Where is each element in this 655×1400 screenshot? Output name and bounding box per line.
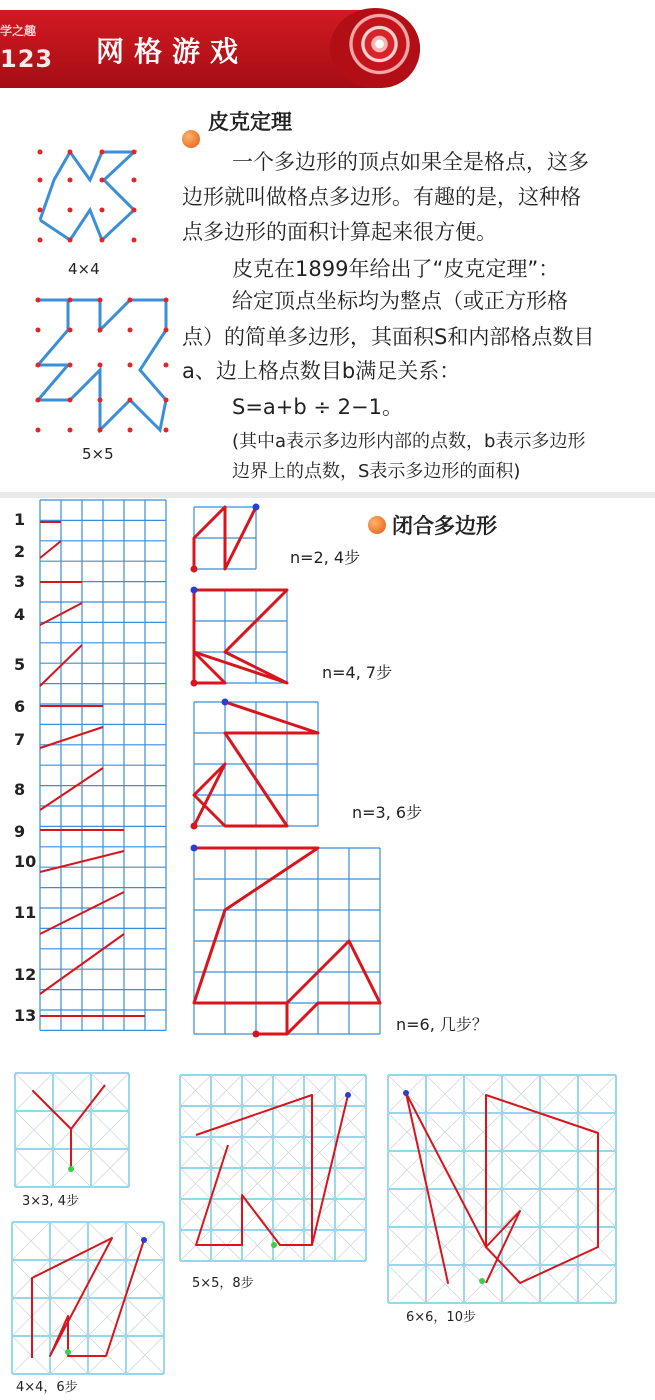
row-label: 7 [14, 730, 26, 749]
start-dot [68, 1166, 74, 1172]
start-dot [191, 845, 198, 852]
start-dot [191, 566, 198, 573]
caption-4x4-bottom: 4×4，6步 [16, 1380, 78, 1395]
grid-n6 [194, 848, 382, 1036]
start-dot [191, 587, 198, 594]
section-heading-pick: 皮克定理 [208, 110, 292, 134]
step-segment [40, 768, 103, 810]
end-dot [191, 823, 198, 830]
para3-line2: 点）的简单多边形，其面积S和内部格点数目 [182, 325, 595, 349]
polygon-4x4 [40, 152, 134, 240]
end-dot [403, 1090, 409, 1096]
para2: 皮克在1899年给出了“皮克定理”： [232, 257, 560, 281]
grid-5x5 [180, 1075, 368, 1263]
row-label: 9 [14, 822, 26, 841]
polygon-path [194, 590, 287, 683]
page-title: 网格游戏 [96, 35, 249, 68]
start-dot [479, 1278, 485, 1284]
caption-n4: n=4, 7步 [322, 663, 393, 682]
row-label: 10 [14, 852, 37, 871]
para1-line2: 边形就叫做格点多边形。有趣的是，这种格 [182, 185, 581, 209]
row-label: 1 [14, 510, 26, 529]
pick-figure-5x5 [30, 290, 180, 440]
polygon-path [287, 941, 380, 1034]
caption-4x4: 4×4 [68, 260, 100, 278]
page-number: 123 [0, 45, 54, 73]
caption-n2: n=2, 4步 [290, 548, 361, 567]
book-label: 学之趣 [0, 24, 37, 38]
para1-line1: 一个多边形的顶点如果全是格点，这多 [232, 150, 589, 174]
caption-5x5: 5×5 [82, 445, 114, 463]
move-path [33, 1085, 105, 1169]
bullet-icon [368, 516, 386, 534]
grid-6x6 [388, 1075, 616, 1303]
para3-line1: 给定顶点坐标均为整点（或正方形格 [232, 289, 568, 313]
formula: S=a+b ÷ 2−1。 [232, 395, 403, 419]
caption-5x5-bottom: 5×5，8步 [192, 1276, 254, 1291]
caption-3x3: 3×3, 4步 [22, 1194, 79, 1209]
grid-3x3 [15, 1073, 129, 1187]
end-dot [345, 1092, 351, 1098]
step-segment [40, 541, 61, 558]
row-label: 13 [14, 1006, 37, 1025]
pick-figure-4x4 [30, 140, 180, 260]
para3-line3: a、边上格点数目b满足关系： [182, 359, 461, 383]
end-dot [141, 1237, 147, 1243]
para1-line3: 点多边形的面积计算起来很方便。 [182, 220, 497, 244]
start-dot [65, 1349, 71, 1355]
caption-n6: n=6, 几步？ [396, 1015, 488, 1034]
caption-6x6: 6×6，10步 [406, 1310, 476, 1325]
grid-n3 [194, 702, 320, 828]
step-grid [40, 500, 168, 1040]
start-dot [222, 699, 229, 706]
grid-n2 [194, 507, 258, 571]
row-label: 8 [14, 780, 26, 799]
end-dot [253, 1031, 260, 1038]
grid-4x4 [12, 1222, 164, 1374]
row-label: 3 [14, 572, 26, 591]
caption-n3: n=3, 6步 [352, 803, 423, 822]
fractal-swirl-icon [330, 8, 420, 88]
end-dot [253, 504, 260, 511]
row-label: 2 [14, 542, 26, 561]
section-divider [0, 492, 655, 498]
row-label: 5 [14, 655, 26, 674]
page-header [0, 0, 655, 88]
row-label: 4 [14, 605, 26, 624]
note-line1: (其中a表示多边形内部的点数，b表示多边形 [232, 431, 586, 452]
bullet-icon [182, 130, 200, 148]
row-label: 6 [14, 697, 26, 716]
row-label: 12 [14, 965, 37, 984]
note-line2: 边界上的点数，S表示多边形的面积) [232, 461, 521, 482]
row-label: 11 [14, 903, 37, 922]
start-dot [271, 1242, 277, 1248]
grid-n4 [194, 590, 290, 686]
section-heading-closed: 闭合多边形 [392, 514, 497, 538]
end-dot [191, 680, 198, 687]
